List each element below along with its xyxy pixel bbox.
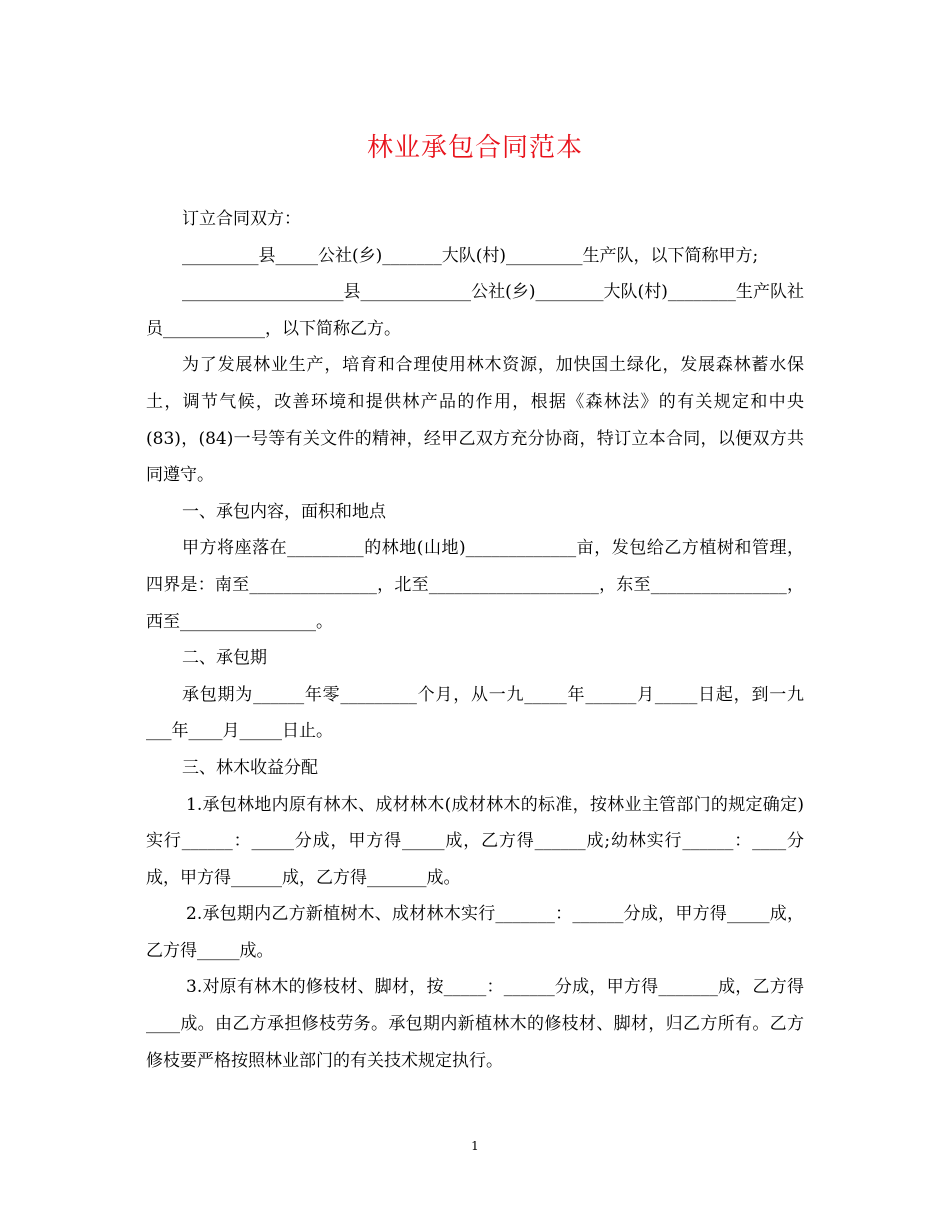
- section-heading-profit: 三、林木收益分配: [182, 757, 318, 778]
- paragraph-term: 承包期为______年零_________个月，从一九_____年______月_____日起，到一九___年____月_____日止。: [146, 684, 804, 742]
- paragraph-party-a: _________县_____公社(乡)_______大队(村)_________生产队，以下简称甲方;: [182, 245, 759, 266]
- section-heading-contents: 一、承包内容，面积和地点: [182, 501, 386, 522]
- paragraph-land-location: 甲方将座落在_________的林地(山地)_____________亩，发包给乙方植树和管理，四界是：南至_______________，北至____________________，东至________________，西至________________。: [146, 538, 804, 632]
- section-heading-term: 二、承包期: [182, 648, 267, 669]
- page-number: 1: [471, 1139, 479, 1153]
- paragraph-profit-item-2: 2.承包期内乙方新植树木、成材林木实行_______：______分成，甲方得_____成，乙方得_____成。: [146, 904, 804, 961]
- paragraph-parties-heading: 订立合同双方：: [182, 209, 301, 229]
- document-body: [146, 201, 804, 1079]
- paragraph-profit-item-3: 3.对原有林木的修枝材、脚材，按_____：______分成，甲方得_______成，乙方得____成。由乙方承担修枝劳务。承包期内新植林木的修枝材、脚材，归乙方所有。乙方修枝要严格按照林业部门的有关技术规定执行。: [146, 977, 804, 1071]
- paragraph-purpose: 为了发展林业生产，培育和合理使用林木资源，加快国土绿化，发展森林蓄水保土，调节气候，改善环境和提供林产品的作用，根据《森林法》的有关规定和中央(83)，(84)一号等有关文件的精神，经甲乙双方充分协商，特订立本合同，以便双方共同遵守。: [146, 355, 804, 486]
- paragraph-party-b: ___________________县_____________公社(乡)________大队(村)________生产队社员____________，以下简称乙方。: [146, 282, 804, 339]
- paragraph-profit-item-1: 1.承包林地内原有林木、成材林木(成材林木的标准，按林业主管部门的规定确定)实行______：_____分成，甲方得_____成，乙方得______成;幼林实行______：____分成，甲方得______成，乙方得_______成。: [146, 794, 804, 888]
- document-title: 林业承包合同范本: [366, 133, 583, 163]
